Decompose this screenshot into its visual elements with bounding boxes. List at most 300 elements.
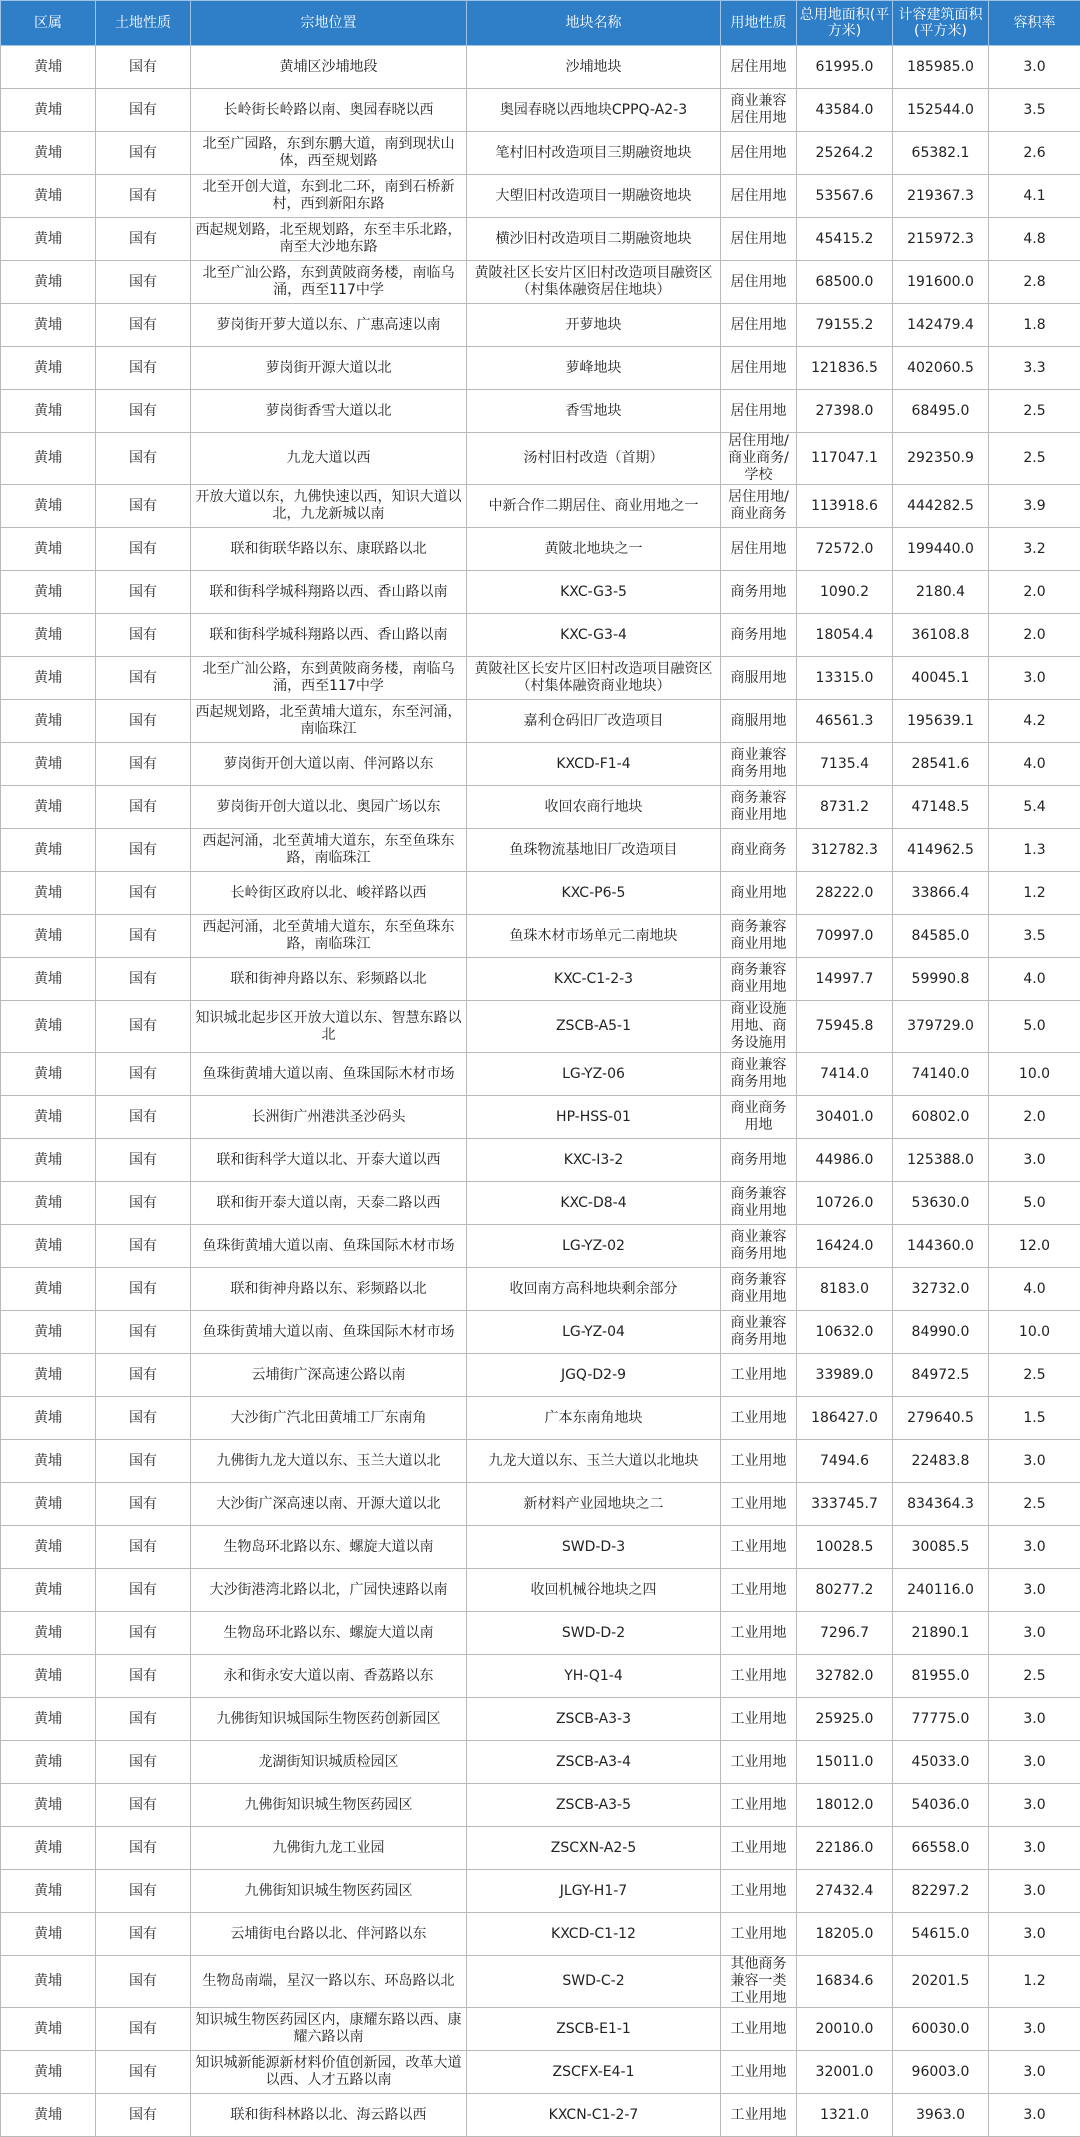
cell-land-nature: 国有 bbox=[96, 1182, 191, 1225]
cell-plot-ratio: 1.5 bbox=[989, 1397, 1080, 1440]
cell-land-use: 商业用地 bbox=[721, 872, 797, 915]
cell-district: 黄埔 bbox=[1, 304, 96, 347]
cell-plot-ratio: 3.0 bbox=[989, 1526, 1080, 1569]
cell-floor-area: 66558.0 bbox=[893, 1827, 989, 1870]
cell-land-use: 商服用地 bbox=[721, 657, 797, 700]
cell-district: 黄埔 bbox=[1, 958, 96, 1001]
cell-plot-ratio: 3.3 bbox=[989, 347, 1080, 390]
cell-land-use: 居住用地 bbox=[721, 46, 797, 89]
cell-plot-ratio: 10.0 bbox=[989, 1053, 1080, 1096]
cell-land-use: 商业商务 bbox=[721, 829, 797, 872]
cell-floor-area: 152544.0 bbox=[893, 89, 989, 132]
cell-district: 黄埔 bbox=[1, 46, 96, 89]
table-row bbox=[1, 1698, 1080, 1741]
cell-parcel-location: 大沙街广深高速以南、开源大道以北 bbox=[191, 1483, 467, 1526]
cell-parcel-location: 龙湖街知识城质检园区 bbox=[191, 1741, 467, 1784]
cell-parcel-location: 生物岛环北路以东、螺旋大道以南 bbox=[191, 1612, 467, 1655]
cell-total-area: 10726.0 bbox=[797, 1182, 893, 1225]
cell-parcel-name: 沙埔地块 bbox=[467, 46, 721, 89]
cell-land-use: 商务兼容商业用地 bbox=[721, 1268, 797, 1311]
cell-parcel-location: 生物岛南端，星汉一路以东、环岛路以北 bbox=[191, 1956, 467, 2008]
cell-plot-ratio: 2.8 bbox=[989, 261, 1080, 304]
cell-parcel-location: 萝岗街开萝大道以东、广惠高速以南 bbox=[191, 304, 467, 347]
cell-parcel-location: 西起河涌，北至黄埔大道东，东至鱼珠东路，南临珠江 bbox=[191, 829, 467, 872]
cell-land-nature: 国有 bbox=[96, 1913, 191, 1956]
cell-parcel-name: KXC-I3-2 bbox=[467, 1139, 721, 1182]
cell-floor-area: 279640.5 bbox=[893, 1397, 989, 1440]
cell-total-area: 20010.0 bbox=[797, 2008, 893, 2051]
table-row bbox=[1, 1139, 1080, 1182]
cell-district: 黄埔 bbox=[1, 1526, 96, 1569]
cell-land-use: 工业用地 bbox=[721, 1612, 797, 1655]
cell-parcel-location: 长岭街区政府以北、峻祥路以西 bbox=[191, 872, 467, 915]
cell-parcel-name: JGQ-D2-9 bbox=[467, 1354, 721, 1397]
cell-floor-area: 54036.0 bbox=[893, 1784, 989, 1827]
cell-floor-area: 82297.2 bbox=[893, 1870, 989, 1913]
cell-total-area: 1321.0 bbox=[797, 2094, 893, 2137]
cell-floor-area: 32732.0 bbox=[893, 1268, 989, 1311]
cell-parcel-name: SWD-D-2 bbox=[467, 1612, 721, 1655]
cell-total-area: 25925.0 bbox=[797, 1698, 893, 1741]
cell-district: 黄埔 bbox=[1, 743, 96, 786]
cell-parcel-location: 鱼珠街黄埔大道以南、鱼珠国际木材市场 bbox=[191, 1225, 467, 1268]
cell-total-area: 18012.0 bbox=[797, 1784, 893, 1827]
cell-parcel-location: 西起规划路，北至规划路，东至丰乐北路，南至大沙地东路 bbox=[191, 218, 467, 261]
cell-parcel-location: 九佛街知识城国际生物医药创新园区 bbox=[191, 1698, 467, 1741]
cell-parcel-location: 长岭街长岭路以南、奥园春晓以西 bbox=[191, 89, 467, 132]
cell-land-use: 商务兼容商业用地 bbox=[721, 958, 797, 1001]
cell-district: 黄埔 bbox=[1, 1268, 96, 1311]
cell-plot-ratio: 2.0 bbox=[989, 571, 1080, 614]
cell-land-use: 工业用地 bbox=[721, 1397, 797, 1440]
cell-parcel-location: 西起规划路，北至黄埔大道东，东至河涌，南临珠江 bbox=[191, 700, 467, 743]
cell-land-use: 工业用地 bbox=[721, 1569, 797, 1612]
cell-parcel-location: 鱼珠街黄埔大道以南、鱼珠国际木材市场 bbox=[191, 1053, 467, 1096]
cell-floor-area: 40045.1 bbox=[893, 657, 989, 700]
cell-parcel-name: ZSCFX-E4-1 bbox=[467, 2051, 721, 2094]
cell-floor-area: 125388.0 bbox=[893, 1139, 989, 1182]
cell-total-area: 33989.0 bbox=[797, 1354, 893, 1397]
cell-floor-area: 402060.5 bbox=[893, 347, 989, 390]
cell-parcel-name: 中新合作二期居住、商业用地之一 bbox=[467, 485, 721, 528]
cell-total-area: 32782.0 bbox=[797, 1655, 893, 1698]
cell-district: 黄埔 bbox=[1, 786, 96, 829]
cell-district: 黄埔 bbox=[1, 89, 96, 132]
cell-parcel-name: 收回机械谷地块之四 bbox=[467, 1569, 721, 1612]
cell-district: 黄埔 bbox=[1, 1784, 96, 1827]
cell-district: 黄埔 bbox=[1, 1741, 96, 1784]
cell-parcel-location: 萝岗街开创大道以北、奥园广场以东 bbox=[191, 786, 467, 829]
cell-total-area: 18205.0 bbox=[797, 1913, 893, 1956]
cell-parcel-name: SWD-C-2 bbox=[467, 1956, 721, 2008]
cell-plot-ratio: 3.0 bbox=[989, 1870, 1080, 1913]
cell-parcel-name: LG-YZ-06 bbox=[467, 1053, 721, 1096]
cell-floor-area: 60802.0 bbox=[893, 1096, 989, 1139]
table-row bbox=[1, 829, 1080, 872]
table-row bbox=[1, 1870, 1080, 1913]
table-row bbox=[1, 261, 1080, 304]
table-row bbox=[1, 304, 1080, 347]
table-row bbox=[1, 132, 1080, 175]
cell-parcel-name: 奥园春晓以西地块CPPQ-A2-3 bbox=[467, 89, 721, 132]
cell-parcel-name: 鱼珠木材市场单元二南地块 bbox=[467, 915, 721, 958]
cell-plot-ratio: 3.0 bbox=[989, 657, 1080, 700]
cell-parcel-location: 九佛街知识城生物医药园区 bbox=[191, 1784, 467, 1827]
cell-parcel-name: 汤村旧村改造（首期） bbox=[467, 433, 721, 485]
table-row bbox=[1, 1397, 1080, 1440]
cell-land-nature: 国有 bbox=[96, 528, 191, 571]
cell-land-nature: 国有 bbox=[96, 1784, 191, 1827]
cell-total-area: 79155.2 bbox=[797, 304, 893, 347]
cell-total-area: 27432.4 bbox=[797, 1870, 893, 1913]
cell-total-area: 70997.0 bbox=[797, 915, 893, 958]
cell-parcel-name: LG-YZ-02 bbox=[467, 1225, 721, 1268]
cell-floor-area: 292350.9 bbox=[893, 433, 989, 485]
cell-district: 黄埔 bbox=[1, 1827, 96, 1870]
cell-land-nature: 国有 bbox=[96, 1698, 191, 1741]
cell-district: 黄埔 bbox=[1, 1440, 96, 1483]
table-row bbox=[1, 872, 1080, 915]
cell-plot-ratio: 3.0 bbox=[989, 2094, 1080, 2137]
cell-plot-ratio: 3.0 bbox=[989, 2008, 1080, 2051]
cell-land-use: 居住用地 bbox=[721, 218, 797, 261]
header-land-use: 用地性质 bbox=[721, 1, 797, 46]
cell-land-use: 商业兼容居住用地 bbox=[721, 89, 797, 132]
cell-land-use: 商务用地 bbox=[721, 1139, 797, 1182]
cell-plot-ratio: 5.0 bbox=[989, 1182, 1080, 1225]
cell-floor-area: 2180.4 bbox=[893, 571, 989, 614]
cell-plot-ratio: 3.0 bbox=[989, 1827, 1080, 1870]
cell-parcel-name: ZSCB-E1-1 bbox=[467, 2008, 721, 2051]
cell-parcel-name: JLGY-H1-7 bbox=[467, 1870, 721, 1913]
cell-plot-ratio: 3.0 bbox=[989, 46, 1080, 89]
cell-plot-ratio: 3.0 bbox=[989, 1612, 1080, 1655]
table-row bbox=[1, 786, 1080, 829]
cell-parcel-location: 北至广汕公路，东到黄陂商务楼，南临乌涌，西至117中学 bbox=[191, 657, 467, 700]
cell-floor-area: 21890.1 bbox=[893, 1612, 989, 1655]
cell-plot-ratio: 3.2 bbox=[989, 528, 1080, 571]
cell-total-area: 1090.2 bbox=[797, 571, 893, 614]
cell-land-use: 工业用地 bbox=[721, 1483, 797, 1526]
cell-district: 黄埔 bbox=[1, 1001, 96, 1053]
cell-plot-ratio: 4.0 bbox=[989, 958, 1080, 1001]
table-row bbox=[1, 1440, 1080, 1483]
cell-district: 黄埔 bbox=[1, 1655, 96, 1698]
cell-total-area: 7414.0 bbox=[797, 1053, 893, 1096]
cell-total-area: 16424.0 bbox=[797, 1225, 893, 1268]
cell-land-use: 商业兼容商务用地 bbox=[721, 743, 797, 786]
cell-parcel-name: 收回农商行地块 bbox=[467, 786, 721, 829]
cell-total-area: 117047.1 bbox=[797, 433, 893, 485]
table-row bbox=[1, 390, 1080, 433]
cell-floor-area: 33866.4 bbox=[893, 872, 989, 915]
cell-plot-ratio: 2.6 bbox=[989, 132, 1080, 175]
cell-district: 黄埔 bbox=[1, 1870, 96, 1913]
cell-floor-area: 54615.0 bbox=[893, 1913, 989, 1956]
cell-land-use: 工业用地 bbox=[721, 2094, 797, 2137]
cell-land-use: 商业兼容商务用地 bbox=[721, 1053, 797, 1096]
cell-floor-area: 47148.5 bbox=[893, 786, 989, 829]
cell-parcel-name: SWD-D-3 bbox=[467, 1526, 721, 1569]
cell-district: 黄埔 bbox=[1, 1569, 96, 1612]
cell-land-nature: 国有 bbox=[96, 1655, 191, 1698]
cell-land-use: 居住用地 bbox=[721, 390, 797, 433]
cell-parcel-location: 九佛街九龙大道以东、玉兰大道以北 bbox=[191, 1440, 467, 1483]
table-header-row bbox=[1, 1, 1080, 46]
cell-total-area: 186427.0 bbox=[797, 1397, 893, 1440]
cell-district: 黄埔 bbox=[1, 700, 96, 743]
cell-parcel-name: 鱼珠物流基地旧厂改造项目 bbox=[467, 829, 721, 872]
header-district: 区属 bbox=[1, 1, 96, 46]
cell-land-nature: 国有 bbox=[96, 1526, 191, 1569]
cell-floor-area: 77775.0 bbox=[893, 1698, 989, 1741]
cell-district: 黄埔 bbox=[1, 1182, 96, 1225]
cell-parcel-location: 联和街科学城科翔路以西、香山路以南 bbox=[191, 571, 467, 614]
cell-land-nature: 国有 bbox=[96, 1225, 191, 1268]
table-row bbox=[1, 89, 1080, 132]
cell-district: 黄埔 bbox=[1, 433, 96, 485]
cell-district: 黄埔 bbox=[1, 175, 96, 218]
cell-land-nature: 国有 bbox=[96, 89, 191, 132]
cell-land-nature: 国有 bbox=[96, 132, 191, 175]
cell-district: 黄埔 bbox=[1, 1956, 96, 2008]
cell-land-nature: 国有 bbox=[96, 657, 191, 700]
table-row bbox=[1, 347, 1080, 390]
cell-district: 黄埔 bbox=[1, 1139, 96, 1182]
cell-land-nature: 国有 bbox=[96, 1827, 191, 1870]
table-row bbox=[1, 2094, 1080, 2137]
cell-parcel-name: 大塱旧村改造项目一期融资地块 bbox=[467, 175, 721, 218]
table-row bbox=[1, 1001, 1080, 1053]
cell-district: 黄埔 bbox=[1, 829, 96, 872]
table-row bbox=[1, 958, 1080, 1001]
header-parcel-name: 地块名称 bbox=[467, 1, 721, 46]
cell-parcel-location: 大沙街港湾北路以北，广园快速路以南 bbox=[191, 1569, 467, 1612]
cell-land-nature: 国有 bbox=[96, 304, 191, 347]
cell-plot-ratio: 3.0 bbox=[989, 1569, 1080, 1612]
cell-land-use: 商务用地 bbox=[721, 614, 797, 657]
cell-district: 黄埔 bbox=[1, 2051, 96, 2094]
cell-plot-ratio: 3.0 bbox=[989, 2051, 1080, 2094]
cell-land-use: 工业用地 bbox=[721, 1913, 797, 1956]
cell-plot-ratio: 1.8 bbox=[989, 304, 1080, 347]
cell-floor-area: 81955.0 bbox=[893, 1655, 989, 1698]
cell-district: 黄埔 bbox=[1, 2008, 96, 2051]
cell-floor-area: 84990.0 bbox=[893, 1311, 989, 1354]
cell-parcel-location: 鱼珠街黄埔大道以南、鱼珠国际木材市场 bbox=[191, 1311, 467, 1354]
cell-land-use: 居住用地 bbox=[721, 304, 797, 347]
cell-total-area: 25264.2 bbox=[797, 132, 893, 175]
table-row bbox=[1, 1655, 1080, 1698]
cell-district: 黄埔 bbox=[1, 390, 96, 433]
cell-total-area: 80277.2 bbox=[797, 1569, 893, 1612]
cell-land-nature: 国有 bbox=[96, 218, 191, 261]
cell-parcel-location: 联和街科林路以北、海云路以西 bbox=[191, 2094, 467, 2137]
cell-land-nature: 国有 bbox=[96, 261, 191, 304]
cell-land-use: 居住用地/商业商务 bbox=[721, 485, 797, 528]
table-row bbox=[1, 743, 1080, 786]
table-row bbox=[1, 46, 1080, 89]
cell-land-nature: 国有 bbox=[96, 915, 191, 958]
cell-land-use: 工业用地 bbox=[721, 1526, 797, 1569]
cell-land-use: 工业用地 bbox=[721, 1784, 797, 1827]
cell-parcel-location: 联和街科学城科翔路以西、香山路以南 bbox=[191, 614, 467, 657]
table-row bbox=[1, 1268, 1080, 1311]
table-row bbox=[1, 1956, 1080, 2008]
cell-total-area: 10632.0 bbox=[797, 1311, 893, 1354]
cell-land-use: 工业用地 bbox=[721, 1440, 797, 1483]
cell-land-nature: 国有 bbox=[96, 958, 191, 1001]
cell-land-nature: 国有 bbox=[96, 1483, 191, 1526]
cell-parcel-name: 收回南方高科地块剩余部分 bbox=[467, 1268, 721, 1311]
cell-district: 黄埔 bbox=[1, 872, 96, 915]
cell-land-nature: 国有 bbox=[96, 700, 191, 743]
cell-land-nature: 国有 bbox=[96, 872, 191, 915]
cell-parcel-location: 北至广汕公路，东到黄陂商务楼，南临乌涌，西至117中学 bbox=[191, 261, 467, 304]
cell-floor-area: 3963.0 bbox=[893, 2094, 989, 2137]
cell-parcel-name: ZSCB-A5-1 bbox=[467, 1001, 721, 1053]
cell-floor-area: 444282.5 bbox=[893, 485, 989, 528]
cell-total-area: 32001.0 bbox=[797, 2051, 893, 2094]
cell-floor-area: 834364.3 bbox=[893, 1483, 989, 1526]
cell-land-use: 商业兼容商务用地 bbox=[721, 1311, 797, 1354]
cell-parcel-name: 香雪地块 bbox=[467, 390, 721, 433]
cell-plot-ratio: 1.2 bbox=[989, 1956, 1080, 2008]
table-row bbox=[1, 614, 1080, 657]
cell-plot-ratio: 2.5 bbox=[989, 390, 1080, 433]
cell-land-use: 居住用地 bbox=[721, 175, 797, 218]
cell-plot-ratio: 3.0 bbox=[989, 1698, 1080, 1741]
cell-land-use: 商服用地 bbox=[721, 700, 797, 743]
table-row bbox=[1, 1096, 1080, 1139]
cell-land-use: 居住用地 bbox=[721, 261, 797, 304]
cell-land-nature: 国有 bbox=[96, 743, 191, 786]
cell-plot-ratio: 3.0 bbox=[989, 1913, 1080, 1956]
table-row bbox=[1, 1483, 1080, 1526]
cell-floor-area: 195639.1 bbox=[893, 700, 989, 743]
cell-floor-area: 30085.5 bbox=[893, 1526, 989, 1569]
cell-parcel-name: KXC-G3-4 bbox=[467, 614, 721, 657]
cell-land-use: 其他商务兼容一类工业用地 bbox=[721, 1956, 797, 2008]
cell-parcel-location: 萝岗街开源大道以北 bbox=[191, 347, 467, 390]
cell-land-nature: 国有 bbox=[96, 1397, 191, 1440]
cell-land-nature: 国有 bbox=[96, 2008, 191, 2051]
cell-parcel-location: 联和街联华路以东、康联路以北 bbox=[191, 528, 467, 571]
cell-floor-area: 219367.3 bbox=[893, 175, 989, 218]
cell-parcel-name: 笔村旧村改造项目三期融资地块 bbox=[467, 132, 721, 175]
cell-land-use: 工业用地 bbox=[721, 2008, 797, 2051]
cell-plot-ratio: 2.5 bbox=[989, 1354, 1080, 1397]
cell-total-area: 13315.0 bbox=[797, 657, 893, 700]
cell-plot-ratio: 2.5 bbox=[989, 1483, 1080, 1526]
cell-total-area: 121836.5 bbox=[797, 347, 893, 390]
cell-parcel-location: 联和街神舟路以东、彩频路以北 bbox=[191, 958, 467, 1001]
cell-district: 黄埔 bbox=[1, 218, 96, 261]
cell-parcel-location: 云埔街广深高速公路以南 bbox=[191, 1354, 467, 1397]
cell-plot-ratio: 5.4 bbox=[989, 786, 1080, 829]
cell-parcel-name: ZSCB-A3-4 bbox=[467, 1741, 721, 1784]
cell-floor-area: 215972.3 bbox=[893, 218, 989, 261]
cell-district: 黄埔 bbox=[1, 1612, 96, 1655]
table-row bbox=[1, 1569, 1080, 1612]
cell-land-use: 工业用地 bbox=[721, 1870, 797, 1913]
cell-floor-area: 379729.0 bbox=[893, 1001, 989, 1053]
table-row bbox=[1, 1526, 1080, 1569]
cell-land-nature: 国有 bbox=[96, 485, 191, 528]
cell-total-area: 68500.0 bbox=[797, 261, 893, 304]
cell-land-use: 商业设施用地、商务设施用 bbox=[721, 1001, 797, 1053]
cell-land-use: 工业用地 bbox=[721, 2051, 797, 2094]
cell-land-nature: 国有 bbox=[96, 2051, 191, 2094]
cell-parcel-location: 萝岗街香雪大道以北 bbox=[191, 390, 467, 433]
cell-land-nature: 国有 bbox=[96, 347, 191, 390]
cell-parcel-name: KXC-P6-5 bbox=[467, 872, 721, 915]
cell-parcel-location: 联和街神舟路以东、彩频路以北 bbox=[191, 1268, 467, 1311]
cell-floor-area: 60030.0 bbox=[893, 2008, 989, 2051]
cell-parcel-location: 北至开创大道，东到北二环，南到石桥新村，西到新阳东路 bbox=[191, 175, 467, 218]
cell-district: 黄埔 bbox=[1, 1354, 96, 1397]
cell-district: 黄埔 bbox=[1, 2094, 96, 2137]
cell-parcel-location: 大沙街广汽北田黄埔工厂东南角 bbox=[191, 1397, 467, 1440]
cell-floor-area: 142479.4 bbox=[893, 304, 989, 347]
cell-parcel-name: YH-Q1-4 bbox=[467, 1655, 721, 1698]
cell-floor-area: 36108.8 bbox=[893, 614, 989, 657]
cell-total-area: 28222.0 bbox=[797, 872, 893, 915]
cell-plot-ratio: 1.3 bbox=[989, 829, 1080, 872]
cell-parcel-name: KXCD-F1-4 bbox=[467, 743, 721, 786]
cell-parcel-location: 开放大道以东，九佛快速以西，知识大道以北，九龙新城以南 bbox=[191, 485, 467, 528]
cell-total-area: 61995.0 bbox=[797, 46, 893, 89]
cell-plot-ratio: 4.0 bbox=[989, 1268, 1080, 1311]
cell-parcel-location: 西起河涌，北至黄埔大道东，东至鱼珠东路，南临珠江 bbox=[191, 915, 467, 958]
cell-plot-ratio: 1.2 bbox=[989, 872, 1080, 915]
cell-plot-ratio: 4.2 bbox=[989, 700, 1080, 743]
cell-parcel-location: 知识城北起步区开放大道以东、智慧东路以北 bbox=[191, 1001, 467, 1053]
cell-parcel-name: 黄陂社区长安片区旧村改造项目融资区（村集体融资商业地块） bbox=[467, 657, 721, 700]
cell-parcel-location: 云埔街电台路以北、伴河路以东 bbox=[191, 1913, 467, 1956]
cell-district: 黄埔 bbox=[1, 1311, 96, 1354]
header-plot-ratio: 容积率 bbox=[989, 1, 1080, 46]
cell-plot-ratio: 3.9 bbox=[989, 485, 1080, 528]
cell-total-area: 312782.3 bbox=[797, 829, 893, 872]
cell-district: 黄埔 bbox=[1, 657, 96, 700]
cell-land-nature: 国有 bbox=[96, 786, 191, 829]
cell-plot-ratio: 3.0 bbox=[989, 1440, 1080, 1483]
cell-plot-ratio: 2.0 bbox=[989, 614, 1080, 657]
cell-floor-area: 191600.0 bbox=[893, 261, 989, 304]
cell-land-nature: 国有 bbox=[96, 390, 191, 433]
cell-land-nature: 国有 bbox=[96, 46, 191, 89]
cell-parcel-name: 黄陂社区长安片区旧村改造项目融资区（村集体融资居住地块） bbox=[467, 261, 721, 304]
cell-total-area: 7135.4 bbox=[797, 743, 893, 786]
cell-district: 黄埔 bbox=[1, 1053, 96, 1096]
cell-total-area: 30401.0 bbox=[797, 1096, 893, 1139]
cell-land-nature: 国有 bbox=[96, 829, 191, 872]
cell-parcel-location: 联和街科学大道以北、开泰大道以西 bbox=[191, 1139, 467, 1182]
cell-district: 黄埔 bbox=[1, 528, 96, 571]
table-row bbox=[1, 1053, 1080, 1096]
cell-floor-area: 84585.0 bbox=[893, 915, 989, 958]
header-floor-area: 计容建筑面积(平方米) bbox=[893, 1, 989, 46]
table-row bbox=[1, 657, 1080, 700]
cell-floor-area: 22483.8 bbox=[893, 1440, 989, 1483]
table-body bbox=[1, 46, 1080, 2137]
table-row bbox=[1, 1354, 1080, 1397]
cell-total-area: 46561.3 bbox=[797, 700, 893, 743]
cell-parcel-location: 萝岗街开创大道以南、伴河路以东 bbox=[191, 743, 467, 786]
cell-floor-area: 65382.1 bbox=[893, 132, 989, 175]
cell-district: 黄埔 bbox=[1, 1483, 96, 1526]
